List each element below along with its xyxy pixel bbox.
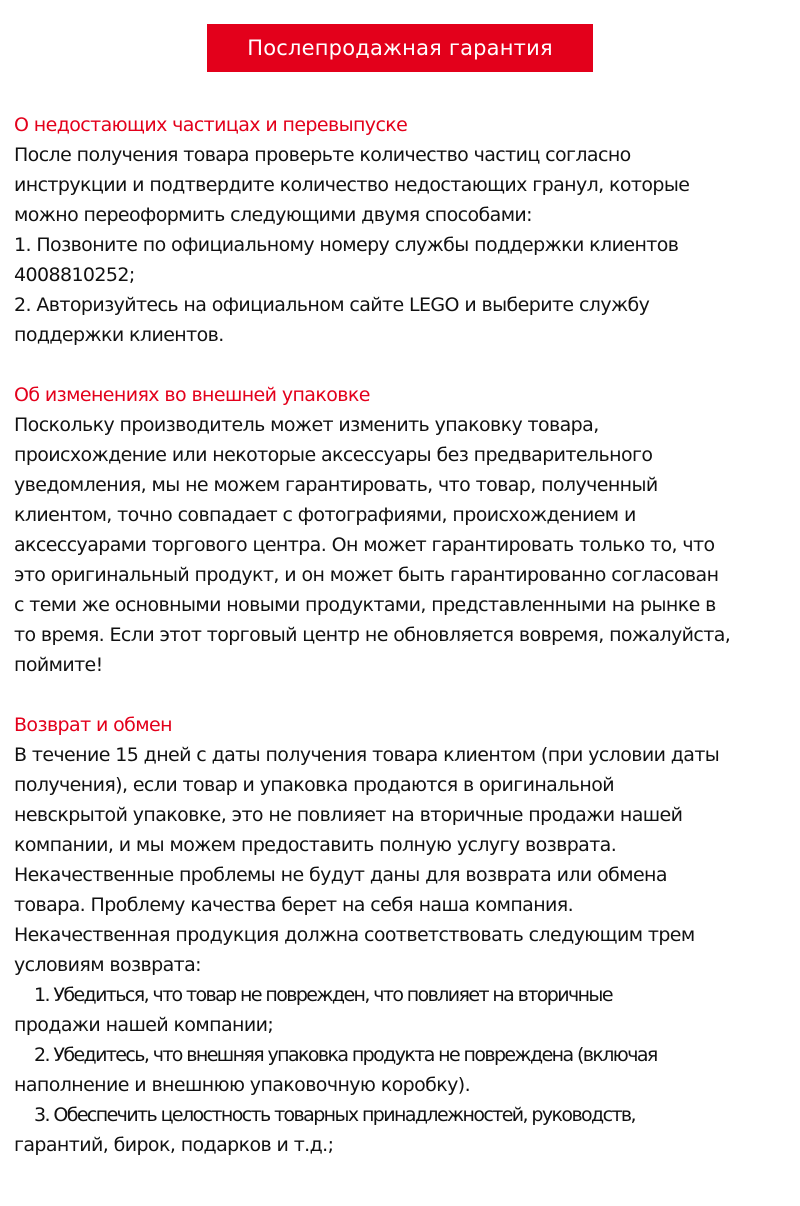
list-item: 2. Авторизуйтесь на официальном сайте LEGO и выберите службу: [14, 294, 650, 316]
paragraph-line: В течение 15 дней с даты получения товара клиентом (при условии даты: [14, 744, 720, 766]
paragraph-line: получения), если товар и упаковка продаются в оригинальной: [14, 774, 614, 796]
paragraph-line: уведомления, мы не можем гарантировать, что товар, полученный: [14, 474, 658, 496]
list-item: 1. Позвоните по официальному номеру службы поддержки клиентов: [14, 234, 679, 256]
paragraph-line: это оригинальный продукт, и он может быть гарантированно согласован: [14, 564, 719, 586]
section-packaging-changes: [14, 380, 798, 680]
paragraph-line: После получения товара проверьте количество частиц согласно: [14, 144, 631, 166]
condition-item: 3. Обеспечить целостность товарных принадлежностей, руководств,: [34, 1104, 635, 1126]
page-title: Послепродажная гарантия: [247, 36, 553, 60]
section-heading: Об изменениях во внешней упаковке: [14, 384, 370, 406]
paragraph-line: Некачественные проблемы не будут даны для возврата или обмена: [14, 864, 667, 886]
title-banner: [207, 24, 593, 72]
paragraph-line: продажи нашей компании;: [14, 1014, 274, 1036]
paragraph-line: происхождение или некоторые аксессуары без предварительного: [14, 444, 653, 466]
paragraph-line: условиям возврата:: [14, 954, 201, 976]
paragraph-line: инструкции и подтвердите количество недостающих гранул, которые: [14, 174, 690, 196]
paragraph-line: невскрытой упаковке, это не повлияет на вторичные продажи нашей: [14, 804, 683, 826]
paragraph-line: можно переоформить следующими двумя способами:: [14, 204, 532, 226]
section-returns: [14, 710, 798, 1160]
paragraph-line: товара. Проблему качества берет на себя наша компания.: [14, 894, 574, 916]
warranty-content: [14, 110, 798, 1190]
paragraph-line: поймите!: [14, 654, 103, 676]
paragraph-line: аксессуарами торгового центра. Он может гарантировать только то, что: [14, 534, 715, 556]
condition-item: 2. Убедитесь, что внешняя упаковка продукта не повреждена (включая: [34, 1044, 657, 1066]
section-missing-parts: [14, 110, 798, 350]
paragraph-line: наполнение и внешнюю упаковочную коробку).: [14, 1074, 471, 1096]
paragraph-line: компании, и мы можем предоставить полную услугу возврата.: [14, 834, 617, 856]
paragraph-line: то время. Если этот торговый центр не обновляется вовремя, пожалуйста,: [14, 624, 731, 646]
paragraph-line: Поскольку производитель может изменить упаковку товара,: [14, 414, 599, 436]
paragraph-line: с теми же основными новыми продуктами, представленными на рынке в: [14, 594, 716, 616]
paragraph-line: поддержки клиентов.: [14, 324, 224, 346]
phone-number: 4008810252;: [14, 264, 135, 286]
paragraph-line: Некачественная продукция должна соответствовать следующим трем: [14, 924, 695, 946]
paragraph-line: гарантий, бирок, подарков и т.д.;: [14, 1134, 334, 1156]
section-heading: Возврат и обмен: [14, 714, 172, 736]
paragraph-line: клиентом, точно совпадает с фотографиями, происхождением и: [14, 504, 636, 526]
section-heading: О недостающих частицах и перевыпуске: [14, 114, 408, 136]
condition-item: 1. Убедиться, что товар не поврежден, что повлияет на вторичные: [34, 984, 612, 1006]
